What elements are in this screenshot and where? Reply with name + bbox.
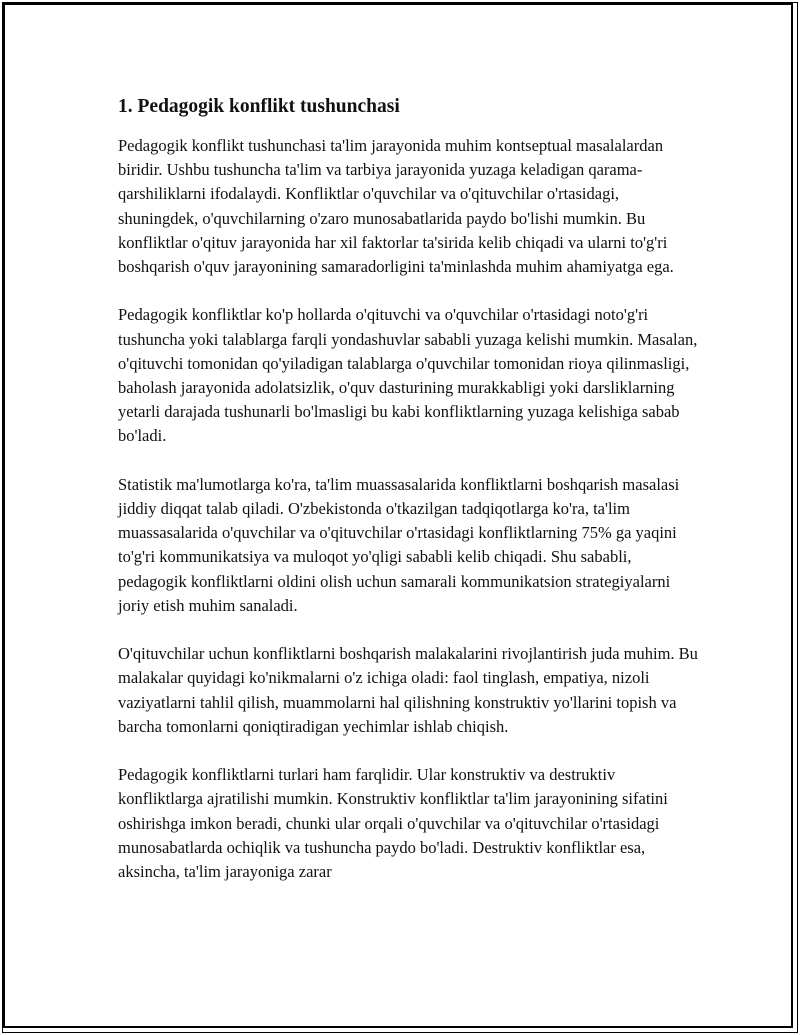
document-body	[118, 93, 703, 908]
paragraph-5: Pedagogik konfliktlarni turlari ham farqlidir. Ular konstruktiv va destruktiv konfliktlarga ajratilishi mumkin. Konstruktiv konfliktlar ta'lim jarayonining sifatini oshirishga imkon beradi, chunki ular orqali o'quvchilar va o'qituvchilar o'rtasidagi munosabatlarda ochiqlik va tushuncha paydo bo'ladi. Destruktiv konfliktlar esa, aksincha, ta'lim jarayoniga zarar	[118, 765, 668, 882]
section-heading: 1. Pedagogik konflikt tushunchasi	[118, 96, 400, 117]
paragraph-1: Pedagogik konflikt tushunchasi ta'lim jarayonida muhim kontseptual masalalardan biridir. Ushbu tushuncha ta'lim va tarbiya jarayonida yuzaga keladigan qarama-qarshiliklarni ifodalaydi. Konfliktlar o'quvchilar va o'qituvchilar o'rtasidagi, shuningdek, o'quvchilarning o'zaro munosabatlarida paydo bo'lishi mumkin. Bu konfliktlar o'qituv jarayonida har xil faktorlar ta'sirida kelib chiqadi va ularni to'g'ri boshqarish o'quv jarayonining samaradorligini ta'minlashda muhim ahamiyatga ega.	[118, 136, 674, 277]
paragraph-4: O'qituvchilar uchun konfliktlarni boshqarish malakalarini rivojlantirish juda muhim. Bu malakalar quyidagi ko'nikmalarni o'z ichiga oladi: faol tinglash, empatiya, nizoli vaziyatlarni tahlil qilish, muammolarni hal qilishning konstruktiv yo'llarini topish va barcha tomonlarni qoniqtiradigan yechimlar ishlab chiqish.	[118, 644, 698, 736]
paragraph-3: Statistik ma'lumotlarga ko'ra, ta'lim muassasalarida konfliktlarni boshqarish masalasi jiddiy diqqat talab qiladi. O'zbekistonda o'tkazilgan tadqiqotlarga ko'ra, ta'lim muassasalarida o'quvchilar va o'qituvchilar o'rtasidagi konfliktlarning 75% ga yaqini to'g'ri kommunikatsiya va muloqot yo'qligi sababli kelib chiqadi. Shu sababli, pedagogik konfliktlarni oldini olish uchun samarali kommunikatsion strategiyalarni joriy etish muhim sanaladi.	[118, 474, 680, 615]
paragraph-2: Pedagogik konfliktlar ko'p hollarda o'qituvchi va o'quvchilar o'rtasidagi noto'g'ri tushuncha yoki talablarga farqli yondashuvlar sababli yuzaga kelishi mumkin. Masalan, o'qituvchi tomonidan qo'yiladigan talablarga o'quvchilar tomonidan rioya qilinmasligi, baholash jarayonida adolatsizlik, o'quv dasturining murakkabligi yoki darsliklarning yetarli darajada tushunarli bo'lmasligi bu kabi konfliktlarning yuzaga kelishiga sabab bo'ladi.	[118, 305, 698, 446]
